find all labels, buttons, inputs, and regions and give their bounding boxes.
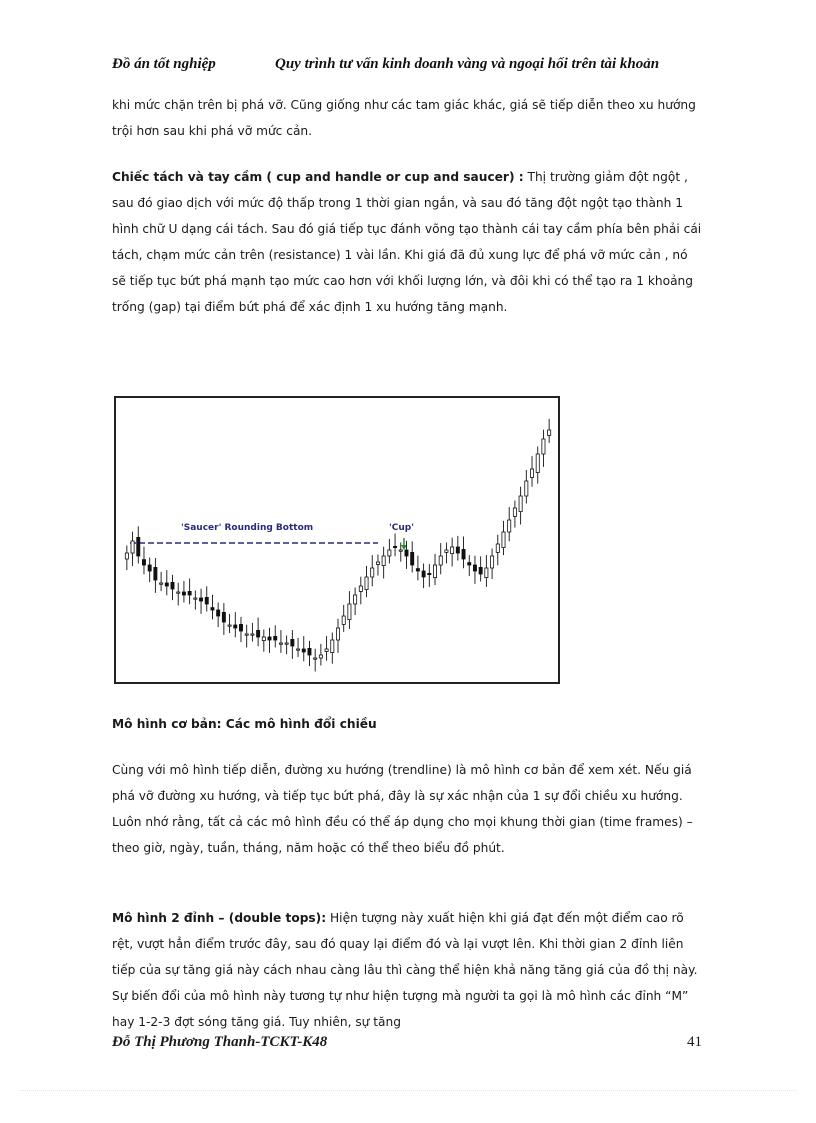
candle-up: [530, 469, 533, 477]
footer-author: Đỗ Thị Phương Thanh-TCKT-K48: [112, 1034, 328, 1050]
candle-down: [182, 592, 185, 595]
candle-down: [171, 582, 174, 589]
double-tops-heading: Mô hình 2 đỉnh – (double tops):: [112, 911, 327, 925]
candle-up: [445, 550, 448, 552]
candle-down: [411, 552, 414, 565]
candle-up: [325, 649, 328, 651]
candle-down: [137, 537, 140, 556]
candle-up: [485, 568, 488, 578]
candle-up: [177, 592, 180, 593]
candle-down: [302, 649, 305, 652]
candle-up: [262, 637, 265, 641]
candle-down: [473, 565, 476, 571]
candle-down: [211, 608, 214, 610]
candle-up: [354, 595, 357, 604]
candlestick-chart-svg: [116, 398, 558, 682]
candle-up: [548, 430, 551, 435]
double-tops-text: Hiện tượng này xuất hiện khi giá đạt đến một điểm cao rõ rệt, vượt hẳn điểm trước đây, sau đó quay lại điểm đó và lại vượt lên. Khi thời gian 2 đỉnh liên tiếp của sự tăng giá này cách nhau càng lâu thì càng thể hiện khả năng tăng giá của đồ thị này. Sự biến đổi của mô hình này tương tự như hiện tượng mà người ta gọi là mô hình các đỉnh “M” hay 1-2-3 đợt sóng tăng giá. Tuy nhiên, sự tăng: [112, 911, 698, 1029]
candle-down: [268, 637, 271, 640]
candle-up: [496, 544, 499, 552]
candle-up: [251, 634, 254, 635]
candle-down: [479, 567, 482, 574]
candle-down: [416, 569, 419, 571]
candle-up: [542, 439, 545, 454]
candle-up: [319, 655, 322, 658]
candle-up: [502, 532, 505, 548]
header-right: Quy trình tư vấn kinh doanh vàng và ngoại hối trên tài khoản: [275, 56, 660, 72]
candle-down: [142, 560, 145, 565]
page-number: 41: [687, 1034, 702, 1050]
saucer-annotation: 'Saucer' Rounding Bottom: [181, 523, 314, 533]
candle-up: [508, 520, 511, 532]
candle-up: [245, 634, 248, 635]
candle-up: [536, 454, 539, 473]
cup-and-saucer-chart: [114, 396, 560, 684]
candle-down: [148, 565, 151, 571]
cup-and-handle-text: Thị trường giảm đột ngột , sau đó giao dịch với mức độ thấp trong 1 thời gian ngắn, và sau đó tăng đột ngột tạo thành 1 hình chữ U dạng cái tách. Sau đó giá tiếp tục đánh võng tạo thành cái tay cầm phía bên phải cái tách, chạm mức cản trên (resistance) 1 vài lần. Khi giá đã đủ xung lực để phá vỡ mức cản , nó sẽ tiếp tục bứt phá mạnh tạo mức cao hơn với khối lượng lớn, và đôi khi có thể tạo ra 1 khoảng trống (gap) tại điểm bứt phá để xác định 1 xu hướng tăng mạnh.: [112, 170, 702, 314]
section-heading-reversal-patterns: Mô hình cơ bản: Các mô hình đổi chiều: [112, 717, 377, 731]
candle-down: [205, 597, 208, 604]
candle-up: [451, 547, 454, 554]
candle-down: [422, 571, 425, 577]
candle-down: [308, 648, 311, 655]
candle-down: [234, 625, 237, 628]
candle-up: [336, 628, 339, 640]
candle-up: [382, 556, 385, 566]
candle-up: [519, 496, 522, 512]
candle-up: [491, 556, 494, 568]
candle-down: [428, 573, 431, 574]
candle-up: [433, 565, 436, 578]
candle-up: [160, 583, 163, 584]
candle-down: [239, 624, 242, 631]
candle-down: [199, 598, 202, 601]
candle-up: [314, 658, 317, 659]
candle-down: [468, 563, 471, 565]
candle-down: [393, 546, 396, 547]
candle-up: [228, 625, 231, 626]
candle-up: [525, 481, 528, 496]
candle-up: [399, 550, 402, 551]
page-footer: [112, 1030, 704, 1056]
candle-up: [342, 616, 345, 624]
candle-up: [371, 568, 374, 577]
paragraph-double-tops: [112, 905, 704, 1035]
cup-annotation: 'Cup': [389, 523, 414, 533]
candle-down: [456, 547, 459, 553]
candle-up: [365, 577, 368, 590]
candle-up: [439, 556, 442, 565]
cup-and-handle-heading: Chiếc tách và tay cầm ( cup and handle or cup and saucer) :: [112, 170, 524, 184]
paragraph-trendline: Cùng với mô hình tiếp diễn, đường xu hướng (trendline) là mô hình cơ bản để xem xét. Nếu giá phá vỡ đường xu hướng, và tiếp tục bứt phá, đây là sự xác nhận của 1 sự đổi chiều xu hướng. Luôn nhớ rằng, tất cả các mô hình đều có thể áp dụng cho mọi khung thời gian (time frames) – theo giờ, ngày, tuần, tháng, năm hoặc có thể theo biểu đồ phút.: [112, 763, 693, 855]
candle-up: [388, 550, 391, 556]
candle-down: [165, 583, 168, 586]
candle-up: [331, 640, 334, 653]
candle-down: [222, 612, 225, 622]
header-left: Đồ án tốt nghiệp: [112, 56, 216, 72]
candle-up: [513, 508, 516, 516]
candle-down: [462, 549, 465, 559]
candle-up: [348, 604, 351, 620]
candle-up: [125, 553, 128, 559]
paragraph-continuation: khi mức chặn trên bị phá vỡ. Cũng giống như các tam giác khác, giá sẽ tiếp diễn theo xu hướng trội hơn sau khi phá vỡ mức cản.: [112, 98, 696, 138]
candle-down: [217, 610, 220, 616]
paragraph-cup-and-handle: [112, 164, 704, 320]
candle-down: [188, 591, 191, 595]
candle-up: [285, 643, 288, 644]
candle-up: [194, 598, 197, 599]
candle-up: [296, 649, 299, 650]
candle-up: [131, 541, 134, 553]
page-header: [112, 50, 692, 78]
candle-down: [257, 630, 260, 637]
candle-down: [154, 567, 157, 580]
bottom-divider: [20, 1090, 796, 1091]
candle-down: [291, 639, 294, 646]
candle-down: [405, 550, 408, 556]
candle-down: [274, 636, 277, 640]
candle-up: [376, 562, 379, 564]
candle-up: [359, 586, 362, 591]
candle-up: [279, 643, 282, 644]
